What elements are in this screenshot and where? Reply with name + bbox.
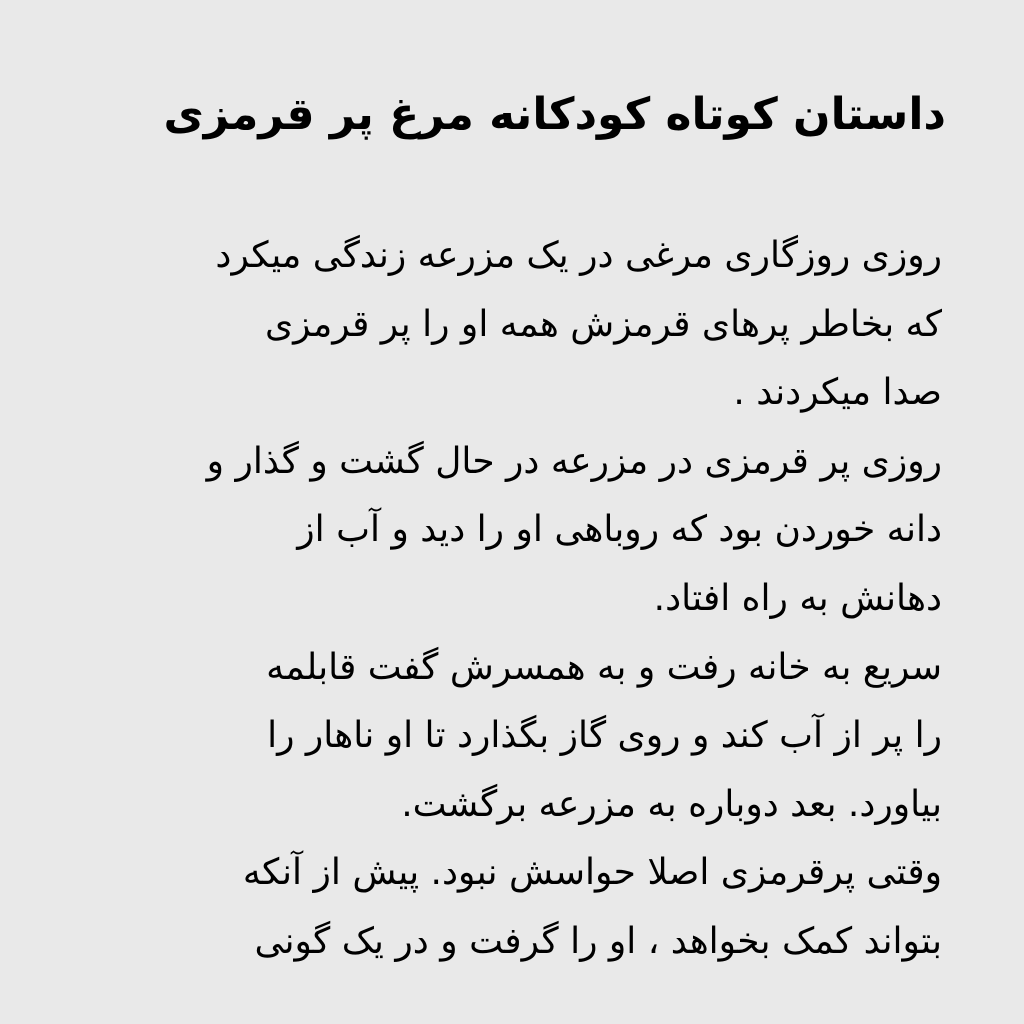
story-line: دهانش به راه افتاد.: [653, 577, 942, 619]
story-line: بتواند کمک بخواهد ، او را گرفت و در یک گونی: [254, 920, 942, 962]
story-line: صدا میکردند .: [733, 372, 942, 414]
story-line: را پر از آب کند و روی گاز بگذارد تا او ناهار را: [267, 715, 942, 757]
story-line: دانه خوردن بود که روباهی او را دید و آب از: [297, 509, 942, 551]
story-title: داستان کوتاه کودکانه مرغ پر قرمزی: [163, 89, 946, 140]
story-line: روزی پر قرمزی در مزرعه در حال گشت و گذار و: [206, 440, 942, 482]
story-line: سریع به خانه رفت و به همسرش گفت قابلمه: [266, 646, 942, 688]
story-line: که بخاطر پرهای قرمزش همه او را پر قرمزی: [264, 303, 942, 345]
story-body: [80, 222, 942, 977]
story-line: روزی روزگاری مرغی در یک مزرعه زندگی میکرد: [215, 235, 942, 276]
story-line: وقتی پرقرمزی اصلا حواسش نبود. پیش از آنکه: [242, 852, 942, 894]
story-line: بیاورد. بعد دوباره به مزرعه برگشت.: [401, 783, 942, 825]
